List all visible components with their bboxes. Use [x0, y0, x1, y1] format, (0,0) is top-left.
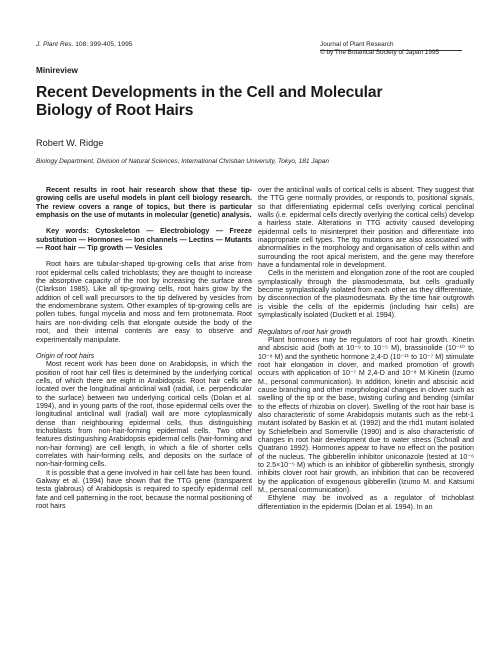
journal-name: Journal of Plant Research — [320, 41, 394, 48]
regulators-paragraph-1: Plant hormones may be regulators of root hair growth. Kinetin and abscisic acid (both at 10⁻⁹ to 10⁻⁵ M), brassinolide (10⁻¹⁰ to 10⁻⁸ M) and the synthetic hormone 2,4-D (10⁻¹¹ to 10⁻⁷ M) stimulate root hair elongation in clover, and marked promotion of growth occurs with application of 10⁻⁷ M 2,4-D and 10⁻⁸ M Kinetin (Izumo M., personal communication). In addition, kinetin and abscisic acid cause branching and other morphological changes in clover such as swelling of the tip or the base, twisting curling and bending (similar to the effects of rhizobia on clover). Swelling of the root hair base is also characteristic of some Arabidopsis mutants such as the rebt-1 mutant isolated by Baskin et al. (1992) and the rhd1 mutant isolated by Schiefelbein and Somerville (1990) and is also characteristic of changes in root hair development due to water stress (Schnall and Quatrano 1992). Hormones appear to have no effect on the position of the nucleus. The gibberellin inhibitor uniconazole (tested at 10⁻⁶ to 2.5×10⁻⁵ M) which is an inhibitor of gibberellin synthesis, strongly inhibits clover root hair growth, an inhibition that can be recovered by the application of exogenous gibberellin (Izumo M. and Katsumi M., personal communication). — [258, 335, 474, 495]
title-line-1: Recent Developments in the Cell and Molecular — [36, 84, 383, 101]
right-paragraph-2: Cells in the meristem and elongation zone of the root are coupled symplastically through the plasmodesmata, but cells gradually become symplastically isolated from each other as they differentiate, by disconnection of the plasmodesmata. By the time hair outgrowth is visible the cells of the epidermis (including hair cells) are symplastically isolated (Duckett et al. 1994). — [258, 269, 474, 320]
volume-pages: 108: 399-405, 1995 — [75, 41, 133, 48]
abstract — [36, 186, 252, 252]
article-type: Minireview — [36, 66, 78, 75]
abstract-text: Recent results in root hair research show that these tip-growing cells are useful models in plant cell biology research. The review covers a range of topics, but there is particular emphasis on the use of mutants in molecular (genetic) analysis. — [36, 186, 252, 220]
right-column — [258, 186, 474, 511]
left-column — [36, 186, 252, 510]
regulators-paragraph-2: Ethylene may be involved as a regulator of trichoblast differentiation in the epidermis (Dolan et al. 1994). In an — [258, 494, 474, 511]
intro-paragraph: Root hairs are tubular-shaped tip-growing cells that arise from root epidermal cells called trichoblasts; they are thought to increase the absorptive capacity of the root by increasing the surface area (Clarkson 1985). Like all tip-growing cells, root hairs grow by the addition of cell wall precursors to the tip delivered by vesicles from the endomembrane system. Other examples of tip-growing cells are pollen tubes, fungal mycelia and moss and fern protonemata. Root hairs are non-dividing cells that elongate outside the body of the root, and their internal contents are easy to observe and experimentally manipulate. — [36, 260, 252, 344]
copyright-line: © by The Botanical Society of Japan 1995 — [320, 49, 439, 57]
right-paragraph-1: over the anticlinal walls of cortical cells is absent. They suggest that the TTG gene normally provides, or responds to, positional signals, so that differentiating epidermal cells overlying cortical periclinal walls (i.e. epidermal cells directly overlying the cortical cells) develop a hairless state. Alterations in TTG activity caused developing epidermal cells to misinterpret their position and differentiate into inappropriate cell types. The ttg mutations are also associated with abnormalities in the morphology and organisation of cells within and surrounding the root apical meristem, and the gene may therefore have a fundamental role in development. — [258, 186, 474, 270]
section-heading-regulators: Regulators of root hair growth — [258, 327, 352, 336]
section-heading-origin: Origin of root hairs — [36, 351, 95, 360]
header-rule — [320, 50, 462, 51]
author-affiliation: Biology Department, Division of Natural Sciences, International Christian University, Tokyo, 181 Japan — [36, 158, 330, 165]
title-line-2: Biology of Root Hairs — [36, 102, 194, 119]
author-name: Robert W. Ridge — [36, 138, 104, 148]
keywords: Key words: Cytoskeleton — Electrobiology — Freeze substitution — Hormones — Ion channels — Lectins — Mutants — Root hair — Tip growth — Vesicles — [36, 227, 252, 253]
journal-abbrev: J. Plant Res. — [36, 41, 74, 48]
article-title — [36, 84, 456, 120]
origin-paragraph-2: It is possible that a gene involved in hair cell fate has been found. Galway et al. (1994) have shown that the TTG gene (transparent testa glabrous) of Arabidopsis is required to specify epidermal cell fate and cell patterning in the root, because the normal positioning of root hairs — [36, 468, 252, 511]
origin-paragraph-1: Most recent work has been done on Arabidopsis, in which the position of root hair cell files is determined by the underlying cortical cells, of which there are eight in Arabidopsis. Root hair cells are located over the longitudinal anticlinal wall (radial, i.e. perpendicular to the surface) between two underlying cortical cells (Dolan et al. 1994), and in young parts of the root, those epidermal cells over the longitudinal anticlinal wall (radial) wall are more cytoplasmically dense than neighbouring epidermal cells, thus distinguishing trichoblasts from non-hair-forming epidermal cells. Two other features distinguishing Arabidopsis epidermal cells (hair-forming and non-hair forming) are cell length, in which a file of shorter cells correlates with hair-forming cells, and deposits on the surface of non-hair-forming cells. — [36, 360, 252, 469]
journal-citation — [36, 41, 132, 48]
